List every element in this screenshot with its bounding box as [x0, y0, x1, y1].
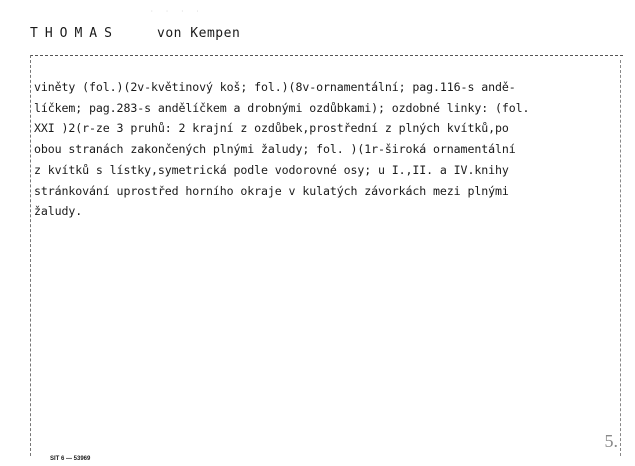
print-code: SIT 6 — 53969 [50, 456, 91, 462]
card-author: von Kempen [157, 26, 241, 41]
left-margin-rule [30, 55, 31, 456]
card-body [34, 77, 612, 222]
body-line: XXI )2(r-ze 3 pruhů: 2 krajní z ozdůbek,prostřední z plných kvítků,po [34, 121, 509, 136]
scan-speck: · · · · [150, 8, 204, 15]
body-line: viněty (fol.)(2v-květinový koš; fol.)(8v-ornamentální; pag.116-s andě- [34, 80, 516, 94]
body-line: obou stranách zakončených plnými žaludy; fol. )(1r-široká ornamentální [34, 142, 516, 157]
card-title: THOMAS [30, 26, 119, 41]
margin-mark: 5. [604, 431, 618, 451]
body-line: z kvítků s lístky,symetrická podle vodorovné osy; u I.,II. a IV.knihy [34, 162, 509, 177]
right-margin-rule [620, 60, 621, 456]
body-line: žaludy. [34, 204, 83, 219]
body-line: líčkem; pag.283-s andělíčkem a drobnými ozdůbkami); ozdobné linky: (fol. [34, 100, 530, 115]
header-divider [30, 55, 623, 56]
body-line: stránkování uprostřed horního okraje v kulatých závorkách mezi plnými [34, 183, 509, 198]
